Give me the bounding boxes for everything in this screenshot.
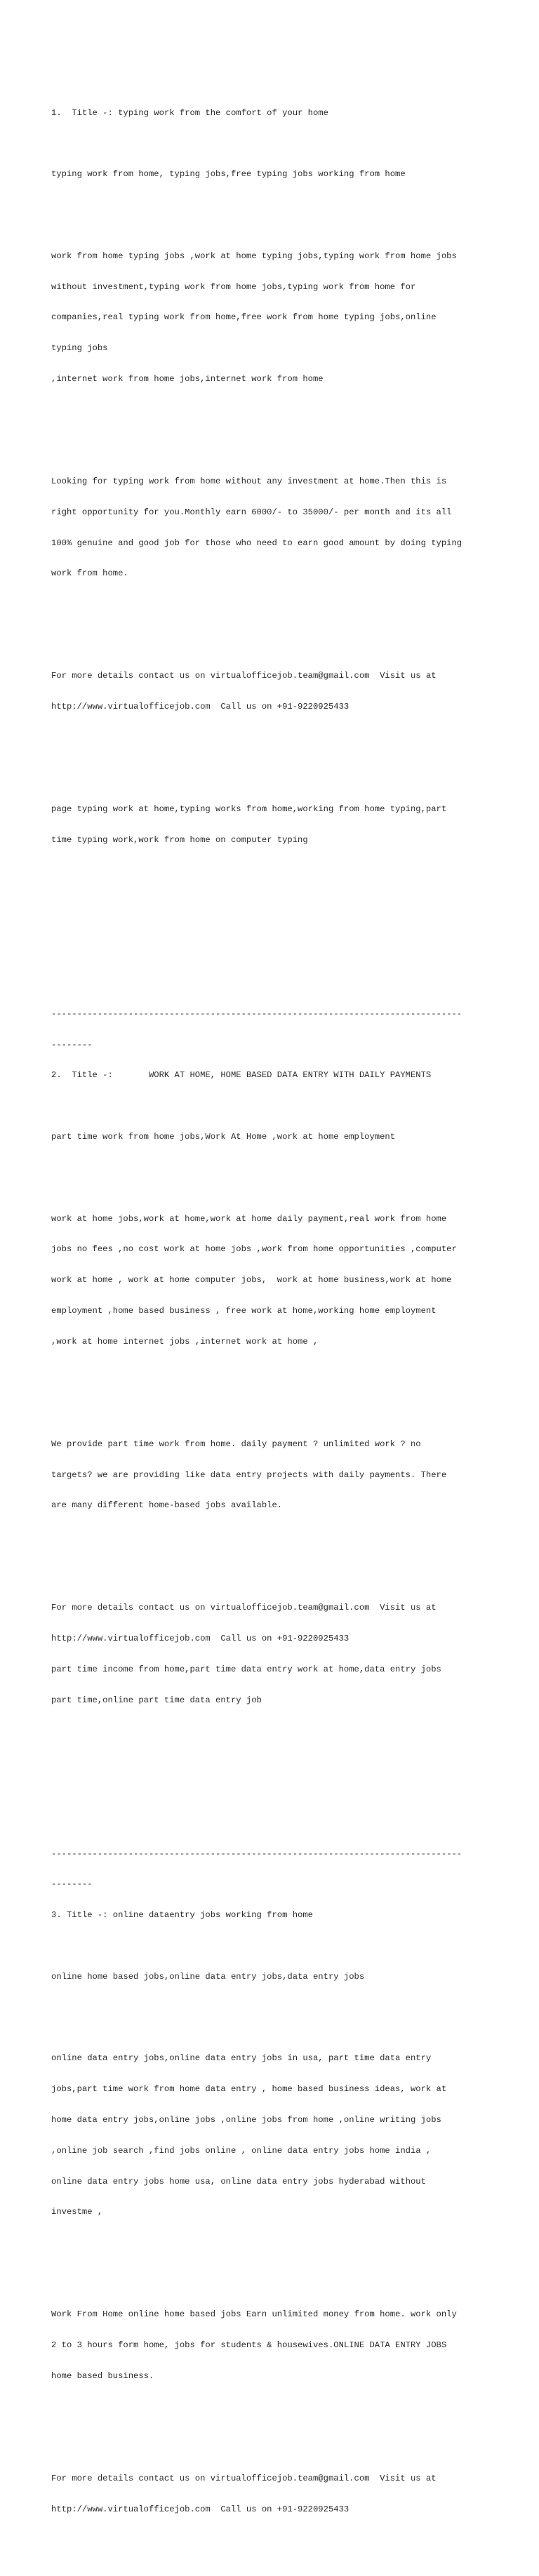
contact-line: For more details contact us on virtualofficejob.team@gmail.com Visit us at: [51, 2473, 437, 2483]
document-page: [51, 46, 514, 2576]
description-line: targets? we are providing like data entry projects with daily payments. There: [51, 1469, 447, 1480]
description-line: 2 to 3 hours form home, jobs for students & housewives.ONLINE DATA ENTRY JOBS: [51, 2340, 447, 2351]
contact-line: http://www.virtualofficejob.com Call us on +91-9220925433: [51, 2504, 350, 2514]
description-line: 100% genuine and good job for those who need to earn good amount by doing typing: [51, 538, 463, 548]
contact-line: For more details contact us on virtualofficejob.team@gmail.com Visit us at: [51, 671, 437, 681]
description-line: right opportunity for you.Monthly earn 6000/- to 35000/- per month and its all: [51, 507, 452, 517]
section-contact: [51, 1582, 514, 1726]
section-contact: [51, 650, 514, 733]
tags-line: ,internet work from home jobs,internet work from home: [51, 374, 324, 384]
description-line: home based business.: [51, 2370, 154, 2381]
description-line: Work From Home online home based jobs Earn unlimited money from home. work only: [51, 2309, 457, 2320]
tags-line: online data entry jobs home usa, online data entry jobs hyderabad without: [51, 2176, 426, 2187]
tags-line: work from home typing jobs ,work at home typing jobs,typing work from home jobs: [51, 251, 457, 261]
tags-line: without investment,typing work from home jobs,typing work from home for: [51, 281, 416, 292]
description-line: We provide part time work from home. daily payment ? unlimited work ? no: [51, 1439, 421, 1449]
section-contact: [51, 2453, 514, 2535]
description-line: work from home.: [51, 568, 128, 579]
section-separator: --------: [51, 1039, 93, 1050]
contact-line: part time income from home,part time data entry work at home,data entry jobs: [51, 1664, 441, 1674]
section-description: [51, 2289, 514, 2402]
tags-line: work at home jobs,work at home,work at home daily payment,real work from home: [51, 1213, 447, 1224]
contact-line: http://www.virtualofficejob.com Call us on +91-9220925433: [51, 1634, 350, 1644]
section-separator: --------------------------------------------------------------------------------: [51, 1008, 463, 1019]
tags-line: companies,real typing work from home,free work from home typing jobs,online: [51, 312, 437, 323]
tags-line: jobs no fees ,no cost work at home jobs ,work from home opportunities ,computer: [51, 1244, 457, 1255]
section-tags: [51, 2033, 514, 2238]
contact-line: part time,online part time data entry job: [51, 1695, 262, 1705]
section-description: [51, 1419, 514, 1532]
tags-line: investme ,: [51, 2207, 103, 2217]
section-separator: --------: [51, 1879, 93, 1890]
section-title: 1. Title -: typing work from the comfort of your home: [51, 107, 328, 118]
section-3: [51, 1828, 514, 2555]
contact-line: http://www.virtualofficejob.com Call us on +91-9220925433: [51, 702, 350, 712]
section-extra: [51, 784, 514, 866]
section-separator: --------------------------------------------------------------------------------: [51, 1848, 463, 1859]
tags-line: ,online job search ,find jobs online , online data entry jobs home india ,: [51, 2145, 432, 2156]
tags-line: jobs,part time work from home data entry , home based business ideas, work at: [51, 2084, 447, 2095]
section-title: 3. Title -: online dataentry jobs working from home: [51, 1910, 313, 1921]
contact-line: For more details contact us on virtualofficejob.team@gmail.com Visit us at: [51, 1603, 437, 1613]
section-title: 2. Title -: WORK AT HOME, HOME BASED DATA ENTRY WITH DAILY PAYMENTS: [51, 1070, 432, 1081]
description-line: Looking for typing work from home without any investment at home.Then this is: [51, 476, 447, 486]
description-line: are many different home-based jobs available.: [51, 1500, 283, 1511]
tags-line: home data entry jobs,online jobs ,online jobs from home ,online writing jobs: [51, 2114, 441, 2125]
tags-line: online data entry jobs,online data entry jobs in usa, part time data entry: [51, 2053, 432, 2064]
extra-line: page typing work at home,typing works from home,working from home typing,part: [51, 803, 447, 814]
section-description: [51, 456, 514, 599]
section-keywords: typing work from home, typing jobs,free typing jobs working from home: [51, 169, 406, 180]
tags-line: ,work at home internet jobs ,internet work at home ,: [51, 1336, 319, 1347]
tags-line: employment ,home based business , free work at home,working home employment: [51, 1306, 437, 1316]
section-tags: [51, 1194, 514, 1368]
section-keywords: part time work from home jobs,Work At Home ,work at home employment: [51, 1131, 396, 1142]
section-1: [51, 87, 514, 886]
section-keywords: online home based jobs,online data entry jobs,data entry jobs: [51, 1971, 365, 1982]
tags-line: work at home , work at home computer jobs, work at home business,work at home: [51, 1275, 452, 1286]
tags-line: typing jobs: [51, 343, 108, 354]
section-2: [51, 989, 514, 1747]
section-tags: [51, 231, 514, 405]
extra-line: time typing work,work from home on computer typing: [51, 834, 308, 845]
